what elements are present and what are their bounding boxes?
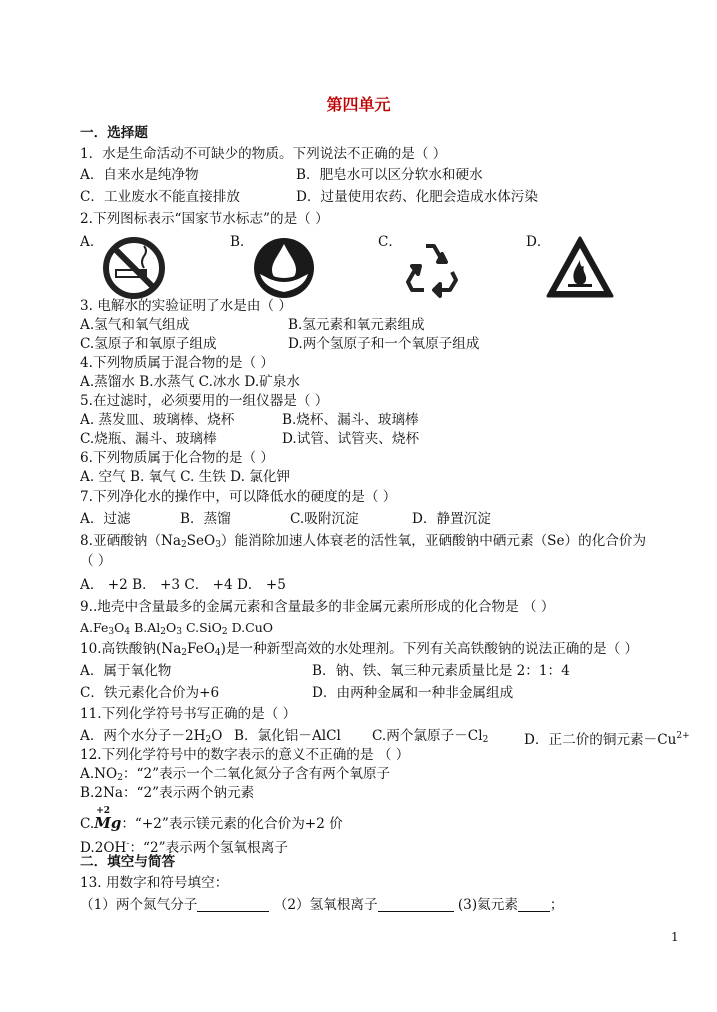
q6-stem: 6.下列物质属于化合物的是（ ） [80,450,275,466]
q10-option-c: C．铁元素化合价为+6 [80,685,220,701]
q13-stem: 13. 用数字和符号填空： [80,875,229,891]
q11-option-d: D．正二价的铜元素$-Cu^{2+}$ [524,731,690,748]
section-heading-choice: 一．选择题 [80,125,148,141]
q12-option-a: $A.NO_2$：“2”表示一个二氧化氮分子含有两个氧原子 [80,766,391,783]
q10-option-a: A．属于氧化物 [80,663,172,679]
q5-stem: 5.在过滤时，必须要用的一组仪器是（ ） [80,393,329,409]
blank-input-2[interactable] [378,897,454,912]
page-number: 1 [671,930,679,944]
q12-option-b: B.2Na：“2”表示两个钠元素 [80,785,255,801]
q5-option-b: B.烧杯、漏斗、玻璃棒 [282,412,419,428]
q12-stem: 12.下列化学符号中的数字表示的意义不正确的是 （ ） [80,747,410,763]
q9-options: $A.Fe_3O_4$ $B.Al_2O_3$ C.SiO$_2$ D.CuO [80,620,273,637]
q3-option-b: B.氢元素和氧元素组成 [288,317,425,333]
q8-stem-cont: （ ） [80,553,112,569]
q1-stem: 1．水是生命活动不可缺少的物质。下列说法不正确的是（ ） [80,146,447,162]
q11-option-c: C.两个氯原子$-Cl_2$ [372,728,489,745]
q5-option-a: A. 蒸发皿、玻璃棒、烧杯 [80,412,235,428]
q7-stem: 7.下列净化水的操作中，可以降低水的硬度的是（ ） [80,489,397,505]
q10-stem: 10.高铁酸钠$(Na_2FeO_4)$是一种新型高效的水处理剂。下列有关高铁酸钠的说法正确的是（ ） [80,641,639,658]
q3-option-d: D.两个氢原子和一个氧原子组成 [288,336,480,352]
q3-option-a: A.氢气和氧气组成 [80,317,190,333]
blank-input-1[interactable] [197,897,269,912]
q11-option-b: B．氯化铝－AlCl [234,728,341,744]
q1-option-c: C．工业废水不能直接排放 [80,189,240,205]
recycling-icon [398,234,466,302]
q5-option-d: D.试管、试管夹、烧杯 [282,431,420,447]
q6-options: A. 空气 B. 氧气 C. 生铁 D. 氯化钾 [80,469,291,485]
water-saving-icon [250,234,318,302]
q7-option-b: B．蒸馏 [180,511,231,527]
q12-option-d: D.2OH-：“2”表示两个氢氧根离子 [80,839,288,856]
q2-option-a: A． [80,234,104,250]
magnesium-valence-symbol: +2 Mg [94,806,122,832]
q7-option-d: D．静置沉淀 [412,511,491,527]
q3-option-c: C.氢原子和氧原子组成 [80,336,217,352]
flammable-warning-icon [546,234,614,302]
q1-option-a: A．自来水是纯净物 [80,167,199,183]
q2-option-d: D． [526,234,551,250]
blank-input-3[interactable] [518,897,550,912]
q8-stem: 8.亚硒酸钠$(Na_2SeO_3)$能消除加速人体衰老的活性氧，亚硒酸钠中硒元素（Se）的化合价为 [80,533,647,550]
q5-option-c: C.烧瓶、漏斗、玻璃棒 [80,431,217,447]
section-heading-fill: 二．填空与简答 [80,854,176,870]
q7-option-c: C.吸附沉淀 [290,511,359,527]
q7-option-a: A．过滤 [80,511,131,527]
q2-option-b: B． [230,234,254,250]
q11-stem: 11.下列化学符号书写正确的是（ ） [80,706,297,722]
q11-option-a: A．两个水分子$-2H_2O$ [80,728,223,745]
page-title: 第四单元 [326,95,391,114]
q2-stem: 2.下列图标表示“国家节水标志”的是（ ） [80,211,329,227]
q13-blanks: （1）两个氮气分子 （2）氢氧根离子 (3)氦元素 ； [80,897,564,913]
q1-option-b: B．肥皂水可以区分软水和硬水 [296,167,483,183]
q3-stem: 3. 电解水的实验证明了水是由（ ） [80,298,292,314]
q4-stem: 4.下列物质属于混合物的是（ ） [80,355,275,371]
q4-options: A.蒸馏水 B.水蒸气 C.冰水 D.矿泉水 [80,374,300,390]
q2-option-c: C． [378,234,402,250]
q1-option-d: D．过量使用农药、化肥会造成水体污染 [296,189,538,205]
no-smoking-icon [100,234,168,302]
q10-option-d: D．由两种金属和一种非金属组成 [312,685,514,701]
q10-option-b: B．钠、铁、氧三种元素质量比是 2：1：4 [312,663,570,679]
q12-option-c: C. +2 Mg：“+2”表示镁元素的化合价为+2 价 [80,806,343,832]
q9-stem: 9..地壳中含量最多的金属元素和含量最多的非金属元素所形成的化合物是 （ ） [80,599,555,615]
q8-options: A． +2 B． +3 C． +4 D． +5 [80,577,286,593]
